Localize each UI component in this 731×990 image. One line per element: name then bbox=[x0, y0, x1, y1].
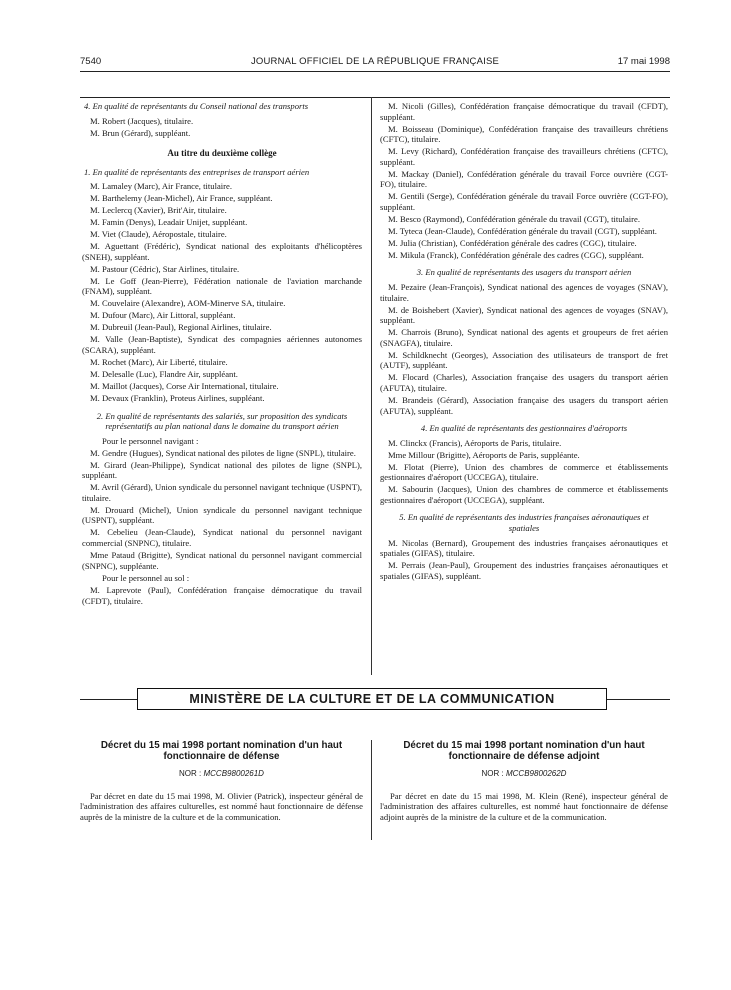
banner-rule-right bbox=[607, 699, 670, 700]
page-number: 7540 bbox=[80, 56, 102, 67]
entry-paragraph: M. Pastour (Cédric), Star Airlines, titulaire. bbox=[90, 263, 240, 274]
section-rule bbox=[80, 97, 670, 98]
entry-paragraph: M. Mackay (Daniel), Confédération générale du travail Force ouvrière (CGT-FO), titulaire. bbox=[380, 168, 668, 190]
entry-paragraph: M. Avril (Gérard), Union syndicale du personnel navigant technique (USPNT), titulaire. bbox=[82, 482, 362, 503]
decree-left bbox=[80, 740, 363, 822]
section-heading: 4. En qualité de représentants des gestionnaires d'aéroports bbox=[420, 423, 628, 434]
issue-date: 17 mai 1998 bbox=[617, 56, 670, 67]
decree-divider bbox=[371, 740, 372, 840]
entry-paragraph: M. Brandeis (Gérard), Association française des usagers du transport aérien (AFUTA), suppléant. bbox=[380, 394, 668, 416]
entry-paragraph: M. Nicoli (Gilles), Confédération française démocratique du travail (CFDT), suppléant. bbox=[380, 101, 668, 122]
nor-label: NOR : bbox=[481, 769, 504, 778]
entry-paragraph: M. Schildknecht (Georges), Association des utilisateurs de transport de fret (AUTF), suppléant. bbox=[380, 349, 668, 371]
column-divider bbox=[371, 97, 372, 675]
entry-paragraph: M. Besco (Raymond), Confédération générale du travail (CGT), titulaire. bbox=[388, 213, 641, 224]
ministry-banner bbox=[137, 688, 607, 710]
subsection-label: Pour le personnel navigant : bbox=[102, 435, 199, 446]
page-header bbox=[80, 56, 670, 70]
entry-paragraph: M. Valle (Jean-Baptiste), Syndicat des compagnies aériennes autonomes (SCARA), suppléant. bbox=[82, 334, 362, 355]
entry-paragraph: M. Devaux (Franklin), Proteus Airlines, suppléant. bbox=[90, 392, 265, 403]
entry-paragraph: M. Cebelieu (Jean-Claude), Syndicat national du personnel navigant commercial (SNPNC), titulaire. bbox=[82, 527, 362, 548]
nor-reference bbox=[380, 769, 668, 778]
entry-paragraph: M. Le Goff (Jean-Pierre), Fédération nationale de l'aviation marchande (FNAM), suppléant. bbox=[82, 275, 362, 297]
entry-paragraph: M. Gendre (Hugues), Syndicat national des pilotes de ligne (SNPL), titulaire. bbox=[90, 447, 356, 458]
subsection-label: Pour le personnel au sol : bbox=[102, 573, 190, 584]
entry-paragraph: M. Levy (Richard), Confédération française des travailleurs chrétiens (CFTC), suppléant. bbox=[380, 146, 668, 167]
entry-paragraph: M. Delesalle (Luc), Flandre Air, suppléant. bbox=[90, 368, 238, 379]
entry-paragraph: M. de Boishebert (Xavier), Syndicat national des agences de voyages (SNAV), suppléant. bbox=[380, 304, 668, 326]
left-column bbox=[82, 101, 362, 608]
entry-paragraph: Mme Millour (Brigitte), Aéroports de Paris, suppléante. bbox=[388, 449, 580, 460]
entry-paragraph: M. Rochet (Marc), Air Liberté, titulaire. bbox=[90, 356, 228, 367]
entry-paragraph: M. Charrois (Bruno), Syndicat national des agents et groupeurs de fret aérien (SNAGFA), titulaire. bbox=[380, 327, 668, 348]
entry-paragraph: M. Pezaire (Jean-François), Syndicat national des agences de voyages (SNAV), titulaire. bbox=[380, 282, 668, 303]
entry-paragraph: M. Boisseau (Dominique), Confédération française des travailleurs chrétiens (CFTC), titulaire. bbox=[380, 123, 668, 145]
entry-paragraph: M. Leclercq (Xavier), Brit'Air, titulaire. bbox=[90, 205, 227, 216]
entry-paragraph: M. Brun (Gérard), suppléant. bbox=[90, 127, 191, 138]
entry-paragraph: M. Sabourin (Jacques), Union des chambres de commerce et établissements gestionnaires d'aéroport (UCCEGA), suppléant. bbox=[380, 484, 668, 505]
decree-title: Décret du 15 mai 1998 portant nomination d'un haut fonctionnaire de défense bbox=[100, 740, 343, 762]
entry-paragraph: M. Mikula (Franck), Confédération générale des cadres (CGC), suppléant. bbox=[388, 249, 644, 260]
entry-paragraph: M. Gentili (Serge), Confédération générale du travail Force ouvrière (CGT-FO), suppléant. bbox=[380, 191, 668, 212]
nor-code: MCCB9800262D bbox=[505, 769, 567, 778]
decree-right bbox=[380, 740, 668, 822]
entry-paragraph: M. Nicolas (Bernard), Groupement des industries françaises aéronautiques et spatiales (GIFAS), titulaire. bbox=[380, 537, 668, 559]
entry-paragraph: Mme Pataud (Brigitte), Syndicat national du personnel navigant commercial (SNPNC), suppléante. bbox=[82, 549, 362, 571]
entry-paragraph: M. Flocard (Charles), Association française des usagers du transport aérien (AFUTA), titulaire. bbox=[380, 372, 668, 393]
entry-paragraph: M. Dufour (Marc), Air Littoral, suppléant. bbox=[90, 310, 236, 321]
section-heading: 5. En qualité de représentants des industries françaises aéronautiques et spatiales bbox=[399, 512, 649, 534]
entry-paragraph: M. Flotat (Pierre), Union des chambres de commerce et établissements gestionnaires d'aéroport (UCCEGA), titulaire. bbox=[380, 461, 668, 483]
entry-paragraph: M. Couvelaire (Alexandre), AOM-Minerve SA, titulaire. bbox=[90, 298, 286, 309]
entry-paragraph: M. Laprevote (Paul), Confédération française démocratique du travail (CFDT), titulaire. bbox=[82, 585, 362, 606]
entry-paragraph: M. Viet (Claude), Aéropostale, titulaire. bbox=[90, 229, 227, 240]
banner-rule-left bbox=[80, 699, 137, 700]
nor-reference bbox=[80, 769, 363, 778]
entry-paragraph: M. Maillot (Jacques), Corse Air International, titulaire. bbox=[90, 380, 279, 391]
section-heading: 4. En qualité de représentants du Conseil national des transports bbox=[84, 101, 309, 111]
section-heading: 1. En qualité de représentants des entreprises de transport aérien bbox=[84, 166, 310, 177]
header-rule bbox=[80, 71, 670, 72]
decree-body: Par décret en date du 15 mai 1998, M. Olivier (Patrick), inspecteur général de l'administration des affaires culturelles, est nommé haut fonctionnaire de défense auprès de la ministre de la culture et de la communication. bbox=[80, 791, 363, 822]
nor-label: NOR : bbox=[179, 769, 202, 778]
nor-code: MCCB9800261D bbox=[203, 769, 264, 778]
entry-paragraph: M. Robert (Jacques), titulaire. bbox=[90, 115, 194, 126]
entry-paragraph: M. Drouard (Michel), Union syndicale du personnel navigant technique (USPNT), suppléant. bbox=[82, 504, 362, 526]
college-heading: Au titre du deuxième collège bbox=[167, 148, 277, 159]
entry-paragraph: M. Julia (Christian), Confédération générale des cadres (CGC), titulaire. bbox=[388, 237, 637, 248]
decree-title: Décret du 15 mai 1998 portant nomination d'un haut fonctionnaire de défense adjoint bbox=[403, 740, 645, 762]
journal-title: JOURNAL OFFICIEL DE LA RÉPUBLIQUE FRANÇAISE bbox=[250, 56, 500, 67]
entry-paragraph: M. Girard (Jean-Philippe), Syndicat national des pilotes de ligne (SNPL), suppléant. bbox=[82, 459, 362, 481]
entry-paragraph: M. Tyteca (Jean-Claude), Confédération générale du travail (CGT), suppléant. bbox=[388, 225, 657, 236]
decree-body: Par décret en date du 15 mai 1998, M. Klein (René), inspecteur général de l'administration des affaires culturelles, est nommé haut fonctionnaire de défense adjoint auprès de la ministre de la culture et de la communication. bbox=[380, 791, 668, 822]
entry-paragraph: M. Famin (Denys), Leadair Unijet, suppléant. bbox=[90, 217, 248, 228]
section-heading: 2. En qualité de représentants des salariés, sur proposition des syndicats représentatifs au plan national dans le domaine du transport aérien bbox=[96, 410, 348, 432]
entry-paragraph: M. Dubreuil (Jean-Paul), Regional Airlines, titulaire. bbox=[90, 322, 272, 333]
entry-paragraph: M. Lamaley (Marc), Air France, titulaire. bbox=[90, 181, 232, 192]
entry-paragraph: M. Aguettant (Frédéric), Syndicat national des exploitants d'hélicoptères (SNEH), suppléant. bbox=[82, 241, 362, 262]
section-heading: 3. En qualité de représentants des usagers du transport aérien bbox=[416, 267, 632, 278]
ministry-title: MINISTÈRE DE LA CULTURE ET DE LA COMMUNICATION bbox=[189, 692, 555, 706]
entry-paragraph: M. Clinckx (Francis), Aéroports de Paris, titulaire. bbox=[388, 437, 562, 448]
entry-paragraph: M. Perrais (Jean-Paul), Groupement des industries françaises aéronautiques et spatiales (GIFAS), suppléant. bbox=[380, 560, 668, 581]
right-column bbox=[380, 101, 668, 583]
entry-paragraph: M. Barthelemy (Jean-Michel), Air France, suppléant. bbox=[90, 193, 273, 204]
